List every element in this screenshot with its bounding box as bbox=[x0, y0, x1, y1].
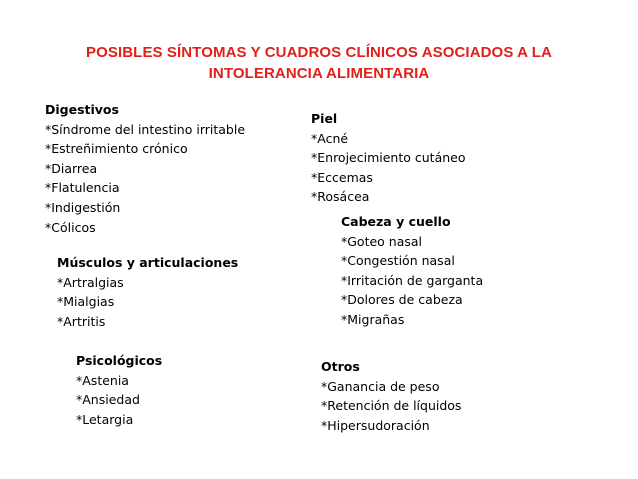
section-cabeza-y-cuello bbox=[341, 212, 483, 330]
symptom-list bbox=[311, 129, 466, 207]
title-line-1: POSIBLES SÍNTOMAS Y CUADROS CLÍNICOS ASOCIADOS A LA bbox=[86, 44, 552, 61]
section-musculos-y-articulaciones bbox=[57, 253, 238, 331]
list-item: *Artralgias bbox=[57, 274, 124, 290]
list-item: *Letargia bbox=[76, 411, 134, 427]
list-item: *Enrojecimiento cutáneo bbox=[311, 150, 466, 166]
section-heading: Piel bbox=[311, 111, 338, 126]
symptom-list bbox=[45, 120, 245, 238]
list-item: *Ganancia de peso bbox=[321, 378, 440, 394]
section-heading: Psicológicos bbox=[76, 353, 163, 368]
list-item: *Irritación de garganta bbox=[341, 272, 484, 288]
list-item: *Retención de líquidos bbox=[321, 398, 462, 414]
list-item: *Rosácea bbox=[311, 189, 370, 205]
list-item: *Dolores de cabeza bbox=[341, 292, 463, 308]
list-item: *Síndrome del intestino irritable bbox=[45, 121, 246, 137]
list-item: *Congestión nasal bbox=[341, 253, 455, 269]
section-psicologicos bbox=[76, 351, 162, 429]
section-heading: Músculos y articulaciones bbox=[57, 255, 239, 270]
title-line-2: INTOLERANCIA ALIMENTARIA bbox=[208, 65, 430, 82]
list-item: *Mialgias bbox=[57, 294, 115, 310]
list-item: *Migrañas bbox=[341, 311, 405, 327]
list-item: *Estreñimiento crónico bbox=[45, 141, 188, 157]
list-item: *Indigestión bbox=[45, 199, 121, 215]
list-item: *Eccemas bbox=[311, 169, 373, 185]
section-heading: Digestivos bbox=[45, 102, 119, 117]
section-digestivos bbox=[45, 100, 245, 237]
section-heading: Otros bbox=[321, 359, 360, 374]
list-item: *Acné bbox=[311, 130, 349, 146]
list-item: *Astenia bbox=[76, 372, 129, 388]
slide-title bbox=[20, 42, 618, 84]
symptom-list bbox=[341, 232, 483, 330]
symptom-list bbox=[76, 371, 162, 430]
list-item: *Cólicos bbox=[45, 219, 96, 235]
list-item: *Flatulencia bbox=[45, 180, 120, 196]
list-item: *Artritis bbox=[57, 313, 106, 329]
list-item: *Diarrea bbox=[45, 160, 98, 176]
list-item: *Goteo nasal bbox=[341, 233, 423, 249]
section-otros bbox=[321, 357, 461, 435]
section-piel bbox=[311, 109, 466, 207]
symptom-list bbox=[321, 377, 461, 436]
list-item: *Ansiedad bbox=[76, 392, 140, 408]
symptom-list bbox=[57, 273, 238, 332]
section-heading: Cabeza y cuello bbox=[341, 214, 451, 229]
list-item: *Hipersudoración bbox=[321, 417, 430, 433]
